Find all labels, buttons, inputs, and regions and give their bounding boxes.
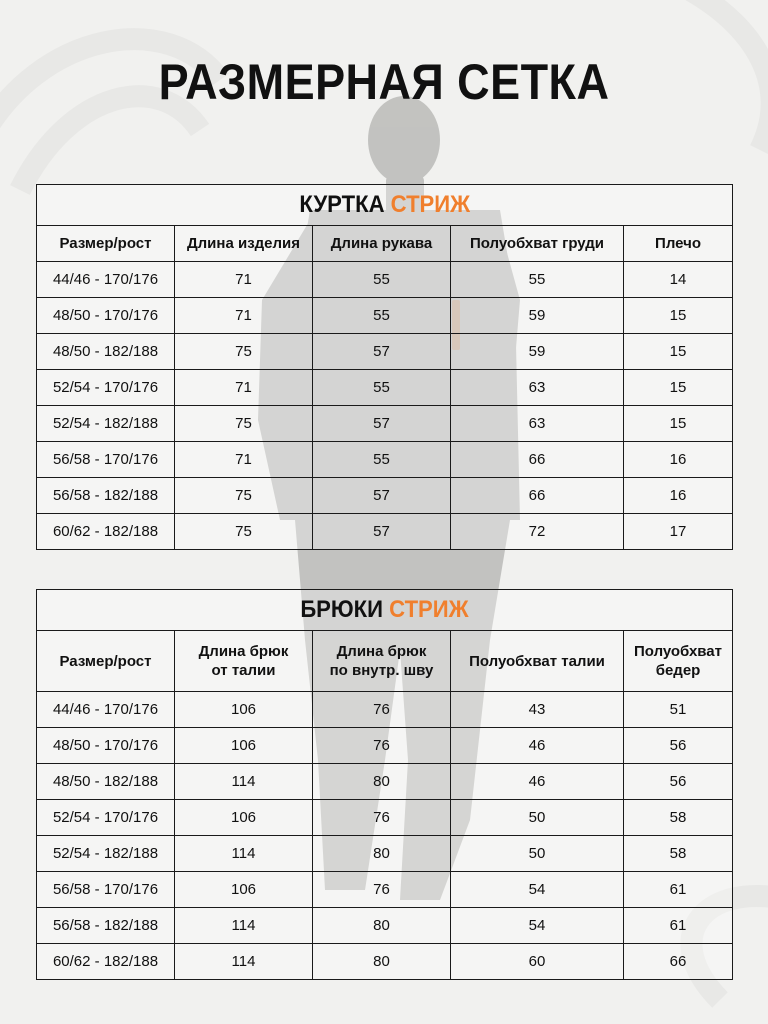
- value-cell: 76: [313, 692, 451, 728]
- size-cell: 48/50 - 182/188: [37, 334, 175, 370]
- value-cell: 80: [313, 764, 451, 800]
- value-cell: 57: [313, 478, 451, 514]
- pants-caption-main: БРЮКИ: [300, 596, 384, 623]
- size-cell: 52/54 - 182/188: [37, 406, 175, 442]
- table-row: [37, 370, 733, 406]
- value-cell: 63: [451, 406, 624, 442]
- jacket-header-chest: Полуобхват груди: [451, 226, 624, 262]
- value-cell: 114: [175, 944, 313, 980]
- pants-header-size: [37, 631, 175, 692]
- value-cell: 56: [624, 728, 733, 764]
- value-cell: 14: [624, 262, 733, 298]
- size-cell: 52/54 - 170/176: [37, 370, 175, 406]
- pants-size-table: [36, 589, 733, 980]
- value-cell: 114: [175, 764, 313, 800]
- value-cell: 75: [175, 514, 313, 550]
- value-cell: 57: [313, 514, 451, 550]
- table-row: [37, 944, 733, 980]
- table-row: [37, 478, 733, 514]
- table-row: [37, 764, 733, 800]
- jacket-table-caption: [37, 185, 733, 226]
- value-cell: 61: [624, 908, 733, 944]
- pants-header-hips: [624, 631, 733, 692]
- value-cell: 55: [451, 262, 624, 298]
- value-cell: 80: [313, 908, 451, 944]
- table-row: [37, 442, 733, 478]
- value-cell: 59: [451, 298, 624, 334]
- value-cell: 76: [313, 872, 451, 908]
- value-cell: 50: [451, 800, 624, 836]
- value-cell: 114: [175, 908, 313, 944]
- size-cell: 48/50 - 182/188: [37, 764, 175, 800]
- pants-header-inseam: [313, 631, 451, 692]
- value-cell: 15: [624, 370, 733, 406]
- jacket-header-length: Длина изделия: [175, 226, 313, 262]
- size-cell: 56/58 - 170/176: [37, 442, 175, 478]
- value-cell: 51: [624, 692, 733, 728]
- size-cell: 56/58 - 182/188: [37, 908, 175, 944]
- header-line: Длина брюк: [198, 643, 289, 660]
- value-cell: 16: [624, 442, 733, 478]
- value-cell: 76: [313, 800, 451, 836]
- table-row: [37, 298, 733, 334]
- pants-header-length-waist: [175, 631, 313, 692]
- value-cell: 54: [451, 908, 624, 944]
- table-row: [37, 262, 733, 298]
- size-cell: 48/50 - 170/176: [37, 728, 175, 764]
- pants-caption-brand: СТРИЖ: [389, 596, 469, 623]
- value-cell: 60: [451, 944, 624, 980]
- value-cell: 106: [175, 728, 313, 764]
- value-cell: 50: [451, 836, 624, 872]
- value-cell: 56: [624, 764, 733, 800]
- size-cell: 52/54 - 170/176: [37, 800, 175, 836]
- size-cell: 60/62 - 182/188: [37, 944, 175, 980]
- value-cell: 54: [451, 872, 624, 908]
- value-cell: 55: [313, 298, 451, 334]
- pants-table-caption: [37, 590, 733, 631]
- value-cell: 75: [175, 478, 313, 514]
- page-title: РАЗМЕРНАЯ СЕТКА: [158, 54, 610, 110]
- value-cell: 75: [175, 406, 313, 442]
- header-line: от талии: [211, 662, 276, 679]
- value-cell: 114: [175, 836, 313, 872]
- table-row: [37, 836, 733, 872]
- size-cell: 60/62 - 182/188: [37, 514, 175, 550]
- size-cell: 44/46 - 170/176: [37, 692, 175, 728]
- value-cell: 46: [451, 728, 624, 764]
- jacket-header-size: Размер/рост: [37, 226, 175, 262]
- pants-header-row: [37, 631, 733, 692]
- size-cell: 44/46 - 170/176: [37, 262, 175, 298]
- value-cell: 16: [624, 478, 733, 514]
- table-row: [37, 692, 733, 728]
- value-cell: 66: [451, 442, 624, 478]
- table-row: [37, 406, 733, 442]
- value-cell: 59: [451, 334, 624, 370]
- value-cell: 61: [624, 872, 733, 908]
- value-cell: 66: [451, 478, 624, 514]
- value-cell: 71: [175, 262, 313, 298]
- value-cell: 63: [451, 370, 624, 406]
- table-row: [37, 728, 733, 764]
- value-cell: 76: [313, 728, 451, 764]
- jacket-header-row: [37, 226, 733, 262]
- value-cell: 55: [313, 262, 451, 298]
- value-cell: 80: [313, 836, 451, 872]
- header-line: Полуобхват талии: [469, 652, 605, 670]
- value-cell: 57: [313, 334, 451, 370]
- table-row: [37, 800, 733, 836]
- value-cell: 15: [624, 334, 733, 370]
- value-cell: 71: [175, 298, 313, 334]
- value-cell: 106: [175, 872, 313, 908]
- value-cell: 75: [175, 334, 313, 370]
- value-cell: 43: [451, 692, 624, 728]
- header-line: Длина брюк: [336, 643, 427, 660]
- jacket-size-table: [36, 184, 733, 550]
- header-line: по внутр. шву: [329, 662, 434, 679]
- value-cell: 106: [175, 692, 313, 728]
- value-cell: 72: [451, 514, 624, 550]
- value-cell: 55: [313, 370, 451, 406]
- value-cell: 57: [313, 406, 451, 442]
- value-cell: 71: [175, 370, 313, 406]
- jacket-header-shoulder: Плечо: [624, 226, 733, 262]
- value-cell: 15: [624, 298, 733, 334]
- value-cell: 55: [313, 442, 451, 478]
- size-cell: 52/54 - 182/188: [37, 836, 175, 872]
- header-line: Полуобхват: [634, 643, 722, 660]
- value-cell: 58: [624, 800, 733, 836]
- pants-header-waist: [451, 631, 624, 692]
- value-cell: 106: [175, 800, 313, 836]
- value-cell: 71: [175, 442, 313, 478]
- jacket-caption-main: КУРТКА: [299, 191, 385, 218]
- size-cell: 56/58 - 170/176: [37, 872, 175, 908]
- table-row: [37, 872, 733, 908]
- value-cell: 66: [624, 944, 733, 980]
- size-cell: 48/50 - 170/176: [37, 298, 175, 334]
- table-row: [37, 514, 733, 550]
- value-cell: 15: [624, 406, 733, 442]
- value-cell: 46: [451, 764, 624, 800]
- jacket-caption-brand: СТРИЖ: [390, 191, 470, 218]
- value-cell: 80: [313, 944, 451, 980]
- header-line: бедер: [655, 662, 701, 679]
- table-row: [37, 334, 733, 370]
- jacket-header-sleeve: Длина рукава: [313, 226, 451, 262]
- table-row: [37, 908, 733, 944]
- header-line: Размер/рост: [59, 652, 152, 670]
- value-cell: 58: [624, 836, 733, 872]
- size-cell: 56/58 - 182/188: [37, 478, 175, 514]
- value-cell: 17: [624, 514, 733, 550]
